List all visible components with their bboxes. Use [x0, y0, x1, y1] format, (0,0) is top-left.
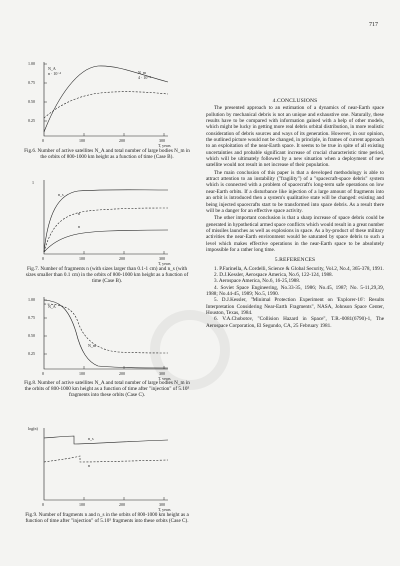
- reference-item: 2. D.J.Kessler, Aerospace America, No.6, 122-124, 1988.: [214, 271, 333, 278]
- curve-label: N_A: [48, 66, 56, 71]
- x-axis-label: T, years: [158, 143, 171, 148]
- x-axis-label: T, years: [158, 376, 171, 380]
- x-tick-label: 100: [79, 371, 85, 376]
- y-tick-label: 1: [32, 180, 34, 185]
- curve-ns: [44, 436, 168, 444]
- section-heading: 4.CONCLUSIONS: [272, 98, 318, 104]
- x-tick-label: 0: [42, 371, 44, 376]
- y-tick-label: log(n): [28, 426, 38, 431]
- y-tick-label: 1.00: [28, 61, 35, 66]
- y-tick-label: 0.50: [28, 99, 35, 104]
- curve-label: n: [88, 463, 90, 468]
- curve-n-lower: [44, 230, 168, 252]
- paragraph: The main conclusion of this paper is that a developed methodology is able to attract attention to an instability ("fragility") of a "spacecraft-space debris" system which is connected with a problem of spacecraft's long-term safe operations on low near-Earth orbits. If a disturbance like injection of a large amount of fragments into an orbit is introduced then a system's qualitative state will be changed: existing and being injected spacecrafts start to be transformed into space debris. As a result there will be a danger for an effective space activity.: [206, 169, 384, 214]
- x-tick-label: 300: [159, 138, 165, 143]
- y-tick-label: 0.25: [28, 351, 35, 356]
- x-tick-label: 200: [119, 502, 125, 507]
- reference-item: 5. D.J.Kessler, "Minimal Protection Experiment on 'Explorer-16': Results Interpretation Considering Near-Earth Fragments", NASA, Johnson Space Center, Houston, Texas, 1984.: [206, 297, 384, 316]
- x-tick-label: 200: [119, 256, 125, 261]
- curve-nm: [44, 92, 168, 118]
- curve-label: n: [78, 224, 80, 229]
- reference-item: 1. P.Farinella, A.Cordelli, Science & Global Security, Vol.2, No.4, 365-378, 1991.: [214, 265, 384, 272]
- curve-label: n: [78, 211, 80, 216]
- figure-caption: Fig.8. Number of active satellites N_A and total number of large bodies N_m in the orbits of 800-1000 km height as a function of time after "injection" of 5.10⁵ fragments into these orbits (Case C).: [24, 380, 190, 399]
- figure-caption: Fig.9. Number of fragments n and n_s in the orbits of 800-1000 km height as a function of time after "injection" of 5.10⁵ fragments into these orbits (Case C).: [25, 512, 189, 525]
- curve-label: n_s: [88, 436, 94, 441]
- x-tick-label: 300: [159, 502, 165, 507]
- page-number: 717: [369, 22, 378, 28]
- curve-label: N_m: [88, 343, 96, 348]
- figure-axes: [44, 62, 168, 136]
- x-tick-label: 300: [159, 256, 165, 261]
- curve-label: n · 10⁻⁴: [48, 71, 61, 76]
- x-tick-label: 100: [79, 256, 85, 261]
- reference-item: 4. Soviet Space Engineering, No.33-35, 1986; No.45, 1987; No. 5-11,29,39, 1988; No.44-45, 1989; No.5, 1990.: [206, 284, 384, 297]
- reference-item: 3. Aerospace America, No.6, 16-25,1988.: [214, 278, 301, 285]
- y-tick-label: 1.00: [28, 297, 35, 302]
- x-tick-label: 200: [119, 138, 125, 143]
- x-tick-label: 0: [42, 256, 44, 261]
- reference-list: [206, 266, 384, 329]
- figure-7: [18, 174, 196, 285]
- curve-label: N_A: [48, 304, 56, 309]
- x-tick-label: 100: [79, 502, 85, 507]
- text-column: [206, 98, 384, 329]
- x-tick-label: 0: [42, 138, 44, 143]
- x-axis-label: T, years: [158, 507, 171, 512]
- y-tick-label: 0.25: [28, 118, 35, 123]
- curve-n: [44, 456, 168, 462]
- curve-label: N_m: [138, 70, 146, 75]
- curve-na: [44, 300, 168, 368]
- paragraph: The presented approach to an estimation of a dynamics of near-Earth space pollution by mechanical debris is not an unique and exhaustive one. Naturally, these results have to be compared with information gained with a help of other models, which might be lucky in getting more real debris orbital distribution, in more realistic consideration of debris sources and ways of its generation. However, in our opinion, the outlined picture would not be changed, in principle, in frames of current approach to an exploitation of the near-Earth space. It seems to be true in spite of all existing uncertainties and probable significant increase of crucial characteristic time period, which will be ultimately followed by a new situation when a deployment of new satellite would not result in net increase of their population.: [206, 105, 384, 169]
- curve-ns: [44, 190, 168, 252]
- curve-label: 4 · 10⁻⁴: [138, 75, 151, 80]
- x-axis-label: T, years: [158, 261, 171, 266]
- reference-item: 6. V.A.Chobotov, "Collision Hazard in Space", T.R.-0081(6790)-1, The Aerospace Corporation, El Segundo, CA, 25 February 1981.: [206, 316, 384, 329]
- x-tick-label: 0: [42, 502, 44, 507]
- figure-axes: [44, 297, 168, 369]
- section-heading: 5.REFERENCES: [274, 257, 316, 264]
- curve-label: n_s: [58, 192, 64, 197]
- x-tick-label: 100: [79, 138, 85, 143]
- y-tick-label: 0.50: [28, 333, 35, 338]
- figure-6: [18, 56, 196, 160]
- paragraph: The other important conclusion is that a sharp increase of space debris could be generated in hypothetical armed space conflicts which would result in a great number of missiles launches as well as explosions in space. As a by-product of these military activities the near-Earth environment would be saturated by space debris to such a level which makes effective operations in the near-Earth space to be absolutely impossible for a rather long time.: [206, 215, 384, 253]
- figure-caption: Fig.7. Number of fragments n (with sizes larger than 0.1-1 cm) and n_s (with sizes smaller than 0.1 cm) in the orbits of 800-1000 km height as a function of time (Case B).: [25, 266, 189, 285]
- figure-9: [18, 422, 196, 524]
- x-tick-label: 300: [159, 371, 165, 376]
- y-tick-label: 0.75: [28, 80, 35, 85]
- x-tick-label: 200: [119, 371, 125, 376]
- y-tick-label: 0.75: [28, 315, 35, 320]
- figure-axes: [44, 428, 168, 500]
- figure-caption: Fig.6. Number of active satellites N_A and total number of large bodies N_m in the orbits of 800-1000 km height as a function of time (Case B).: [24, 148, 190, 161]
